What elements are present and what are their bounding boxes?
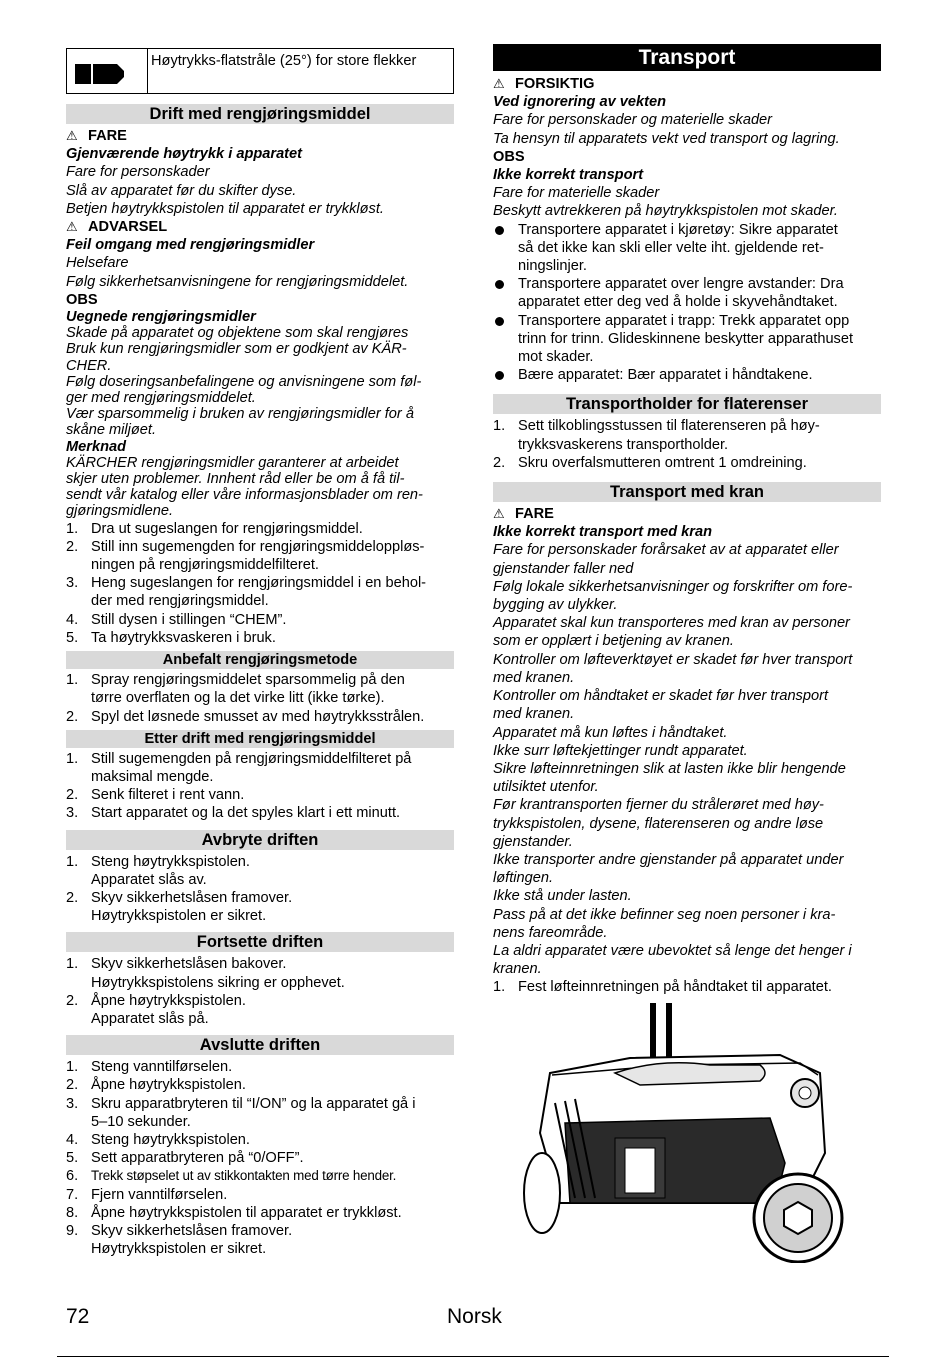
section-heading-drift: Drift med rengjøringsmiddel (66, 104, 454, 124)
section-heading-anbefalt: Anbefalt rengjøringsmetode (66, 651, 454, 669)
step-item: 2. Still inn sugemengden for rengjøringsmiddeloppløs- ningen på rengjøringsmiddelfilteret. (66, 538, 425, 574)
left-column (66, 48, 454, 1258)
kran-line: Fare for personskader forårsaket av at apparatet eller (493, 542, 839, 559)
step-item: 2. Åpne høytrykkspistolen. Apparatet slås på. (66, 992, 246, 1027)
obs-line: Fare for materielle skader (493, 185, 660, 202)
section-heading-fortsette: Fortsette driften (66, 932, 454, 952)
section-heading-holder: Transportholder for flaterenser (493, 394, 881, 414)
warning-triangle-icon: ⚠ (66, 128, 78, 143)
kran-line: som er opplært i betjening av kranen. (493, 633, 734, 650)
kran-line: utilsiktet utenfor. (493, 779, 599, 796)
advarsel-line: Helsefare (66, 255, 129, 272)
kran-line: Pass på at det ikke befinner seg noen personer i kra- (493, 906, 836, 923)
fare-line: Fare for personskader (66, 164, 210, 181)
obs-line: skåne miljøet. (66, 422, 157, 439)
merknad-line: gjøringsmidlene. (66, 503, 174, 520)
bullet-dot-icon (495, 280, 504, 289)
nozzle-description: Høytrykks-flatstråle (25°) for store flekker (151, 53, 417, 69)
section-heading-avbryte: Avbryte driften (66, 830, 454, 850)
obs-label: OBS (66, 291, 98, 308)
section-heading-transport: Transport (493, 44, 881, 71)
merknad-line: skjer uten problemer. Innhent råd eller be om å få til- (66, 471, 405, 488)
step-item: 2. Senk filteret i rent vann. (66, 787, 245, 804)
obs-line: Følg doseringsanbefalingene og anvisningene som føl- (66, 373, 422, 390)
step-item: 5. Ta høytrykksvaskeren i bruk. (66, 629, 276, 646)
obs-title: Uegnede rengjøringsmidler (66, 309, 256, 326)
nozzle-icon-cell (67, 49, 148, 93)
right-column (493, 44, 881, 997)
bullet-item: Transportere apparatet i kjøretøy: Sikre apparatet så det ikke kan skli eller velte iht. gjeldende ret- ningslinjer. (493, 221, 881, 276)
footer-divider (57, 1356, 889, 1357)
pressure-washer-crane-illustration (520, 1003, 855, 1263)
nozzle-table (66, 48, 454, 94)
step-item: 8. Åpne høytrykkspistolen til apparatet er trykkløst. (66, 1204, 402, 1221)
fare-line: Slå av apparatet før du skifter dyse. (66, 182, 297, 199)
merknad-line: sendt vår katalog eller våre informasjonsblader om ren- (66, 487, 423, 504)
step-item: 5. Sett apparatbryteren på “0/OFF”. (66, 1150, 304, 1167)
step-item: 1. Sett tilkoblingsstussen til flaterenseren på høy- trykksvaskerens transportholder. (493, 418, 820, 453)
kran-line: La aldri apparatet være ubevoktet så lenge det henger i (493, 942, 852, 959)
advarsel-line: Følg sikkerhetsanvisningene for rengjøringsmiddelet. (66, 273, 409, 290)
kran-line: med kranen. (493, 669, 575, 686)
merknad-line: KÄRCHER rengjøringsmidler garanterer at arbeidet (66, 454, 399, 471)
kran-line: Apparatet må kun løftes i håndtaket. (493, 724, 728, 741)
footer-language: Norsk (447, 1305, 502, 1328)
section-heading-kran: Transport med kran (493, 482, 881, 502)
warning-fare: ⚠ FARE (66, 128, 127, 144)
obs-line: Bruk kun rengjøringsmidler som er godkjent av KÄR- (66, 341, 407, 358)
kran-line: Kontroller om løfteverktøyet er skadet før hver transport (493, 651, 853, 668)
bullet-item: Bære apparatet: Bær apparatet i håndtakene. (493, 366, 881, 384)
step-item: 4. Still dysen i stillingen “CHEM”. (66, 611, 287, 628)
kran-line: Apparatet skal kun transporteres med kran av personer (493, 615, 850, 632)
step-item: 7. Fjern vanntilførselen. (66, 1186, 228, 1203)
kran-line: løftingen. (493, 870, 554, 887)
bullet-item: Transportere apparatet over lengre avstander: Dra apparatet etter deg ved å holde i skyvehåndtaket. (493, 275, 881, 311)
step-item: 9. Skyv sikkerhetslåsen framover. Høytrykkspistolen er sikret. (66, 1222, 293, 1258)
obs-label: OBS (493, 148, 525, 165)
warning-advarsel: ⚠ ADVARSEL (66, 219, 168, 236)
kran-line: Ikke transporter andre gjenstander på apparatet under (493, 851, 844, 868)
warning-triangle-icon: ⚠ (493, 506, 505, 522)
bullet-dot-icon (495, 317, 504, 326)
warning-triangle-icon: ⚠ (66, 219, 78, 235)
kran-line: bygging av ulykker. (493, 597, 618, 614)
step-item: 1. Steng høytrykkspistolen. Apparatet slås av. (66, 853, 250, 888)
step-item: 4. Steng høytrykkspistolen. (66, 1131, 250, 1148)
step-item: 2. Åpne høytrykkspistolen. (66, 1077, 246, 1094)
step-item: 2. Spyl det løsnede smusset av med høytrykksstrålen. (66, 708, 425, 725)
step-item: 2. Skyv sikkerhetslåsen framover. Høytrykkspistolen er sikret. (66, 889, 293, 925)
fare-title: Gjenværende høytrykk i apparatet (66, 146, 303, 163)
kran-title: Ikke korrekt transport med kran (493, 524, 712, 541)
kran-line: Ikke stå under lasten. (493, 888, 632, 905)
warning-forsiktig: ⚠ FORSIKTIG (493, 76, 595, 92)
step-item: 3. Start apparatet og la det spyles klart i ett minutt. (66, 805, 401, 822)
kran-line: Før krantransporten fjerner du strålerøret med høy- (493, 797, 824, 814)
kran-line: kranen. (493, 961, 542, 978)
bullet-dot-icon (495, 226, 504, 235)
merknad-label: Merknad (66, 438, 127, 455)
obs-line: Vær sparsommelig i bruken av rengjøringsmidler for å (66, 406, 414, 423)
forsiktig-title: Ved ignorering av vekten (493, 94, 667, 111)
obs-title: Ikke korrekt transport (493, 167, 644, 184)
step-item: 2. Skru overfalsmutteren omtrent 1 omdreining. (493, 454, 807, 471)
forsiktig-line: Ta hensyn til apparatets vekt ved transport og lagring. (493, 130, 840, 147)
kran-line: gjenstander. (493, 833, 573, 850)
obs-line: Skade på apparatet og objektene som skal rengjøres (66, 325, 409, 342)
step-item: 1. Skyv sikkerhetslåsen bakover. Høytrykkspistolens sikring er opphevet. (66, 956, 345, 991)
obs-line: CHER. (66, 357, 112, 374)
step-item: 1. Spray rengjøringsmiddelet sparsommelig på den tørre overflaten og la det virke litt (ikke tørke). (66, 672, 405, 707)
section-heading-etter: Etter drift med rengjøringsmiddel (66, 730, 454, 748)
step-item: 1. Steng vanntilførselen. (66, 1059, 233, 1076)
kran-line: Ikke surr løftekjettinger rundt apparatet. (493, 742, 748, 759)
page-number: 72 (66, 1305, 90, 1328)
kran-line: gjenstander faller ned (493, 560, 634, 577)
step-item: 3. Heng sugeslangen for rengjøringsmiddel i en behol- der med rengjøringsmiddel. (66, 575, 427, 610)
step-item: 3. Skru apparatbryteren til “I/ON” og la apparatet gå i 5–10 sekunder. (66, 1095, 416, 1130)
kran-line: Følg lokale sikkerhetsanvisninger og forskrifter om fore- (493, 578, 853, 595)
step-item: 6. Trekk støpselet ut av stikkontakten med tørre hender. (66, 1168, 397, 1185)
bullet-dot-icon (495, 371, 504, 380)
kran-line: med kranen. (493, 706, 575, 723)
kran-line: Sikre løfteinnretningen slik at lasten ikke blir hengende (493, 760, 846, 777)
obs-line: Beskytt avtrekkeren på høytrykkspistolen mot skader. (493, 203, 838, 220)
kran-line: nens fareområde. (493, 924, 608, 941)
forsiktig-line: Fare for personskader og materielle skader (493, 112, 773, 129)
bullet-item: Transportere apparatet i trapp: Trekk apparatet opp trinn for trinn. Glideskinnene beskytter apparathuset mot skader. (493, 312, 881, 367)
obs-line: ger med rengjøringsmiddelet. (66, 390, 256, 407)
warning-triangle-icon: ⚠ (493, 76, 505, 91)
flat-jet-nozzle-icon (67, 49, 147, 93)
kran-line: trykkspistolen, dysene, flaterenseren og andre løse (493, 815, 824, 832)
advarsel-title: Feil omgang med rengjøringsmidler (66, 237, 315, 254)
step-item: 1. Still sugemengden på rengjøringsmiddelfilteret på maksimal mengde. (66, 750, 412, 785)
kran-text-block (493, 541, 881, 978)
warning-fare: ⚠ FARE (493, 506, 554, 523)
step-item: 1. Dra ut sugeslangen for rengjøringsmiddel. (66, 520, 363, 537)
step-item: 1. Fest løfteinnretningen på håndtaket til apparatet. (493, 979, 832, 996)
section-heading-avslutte: Avslutte driften (66, 1035, 454, 1055)
kran-line: Kontroller om håndtaket er skadet før hver transport (493, 688, 829, 705)
fare-line: Betjen høytrykkspistolen til apparatet er trykkløst. (66, 200, 384, 217)
